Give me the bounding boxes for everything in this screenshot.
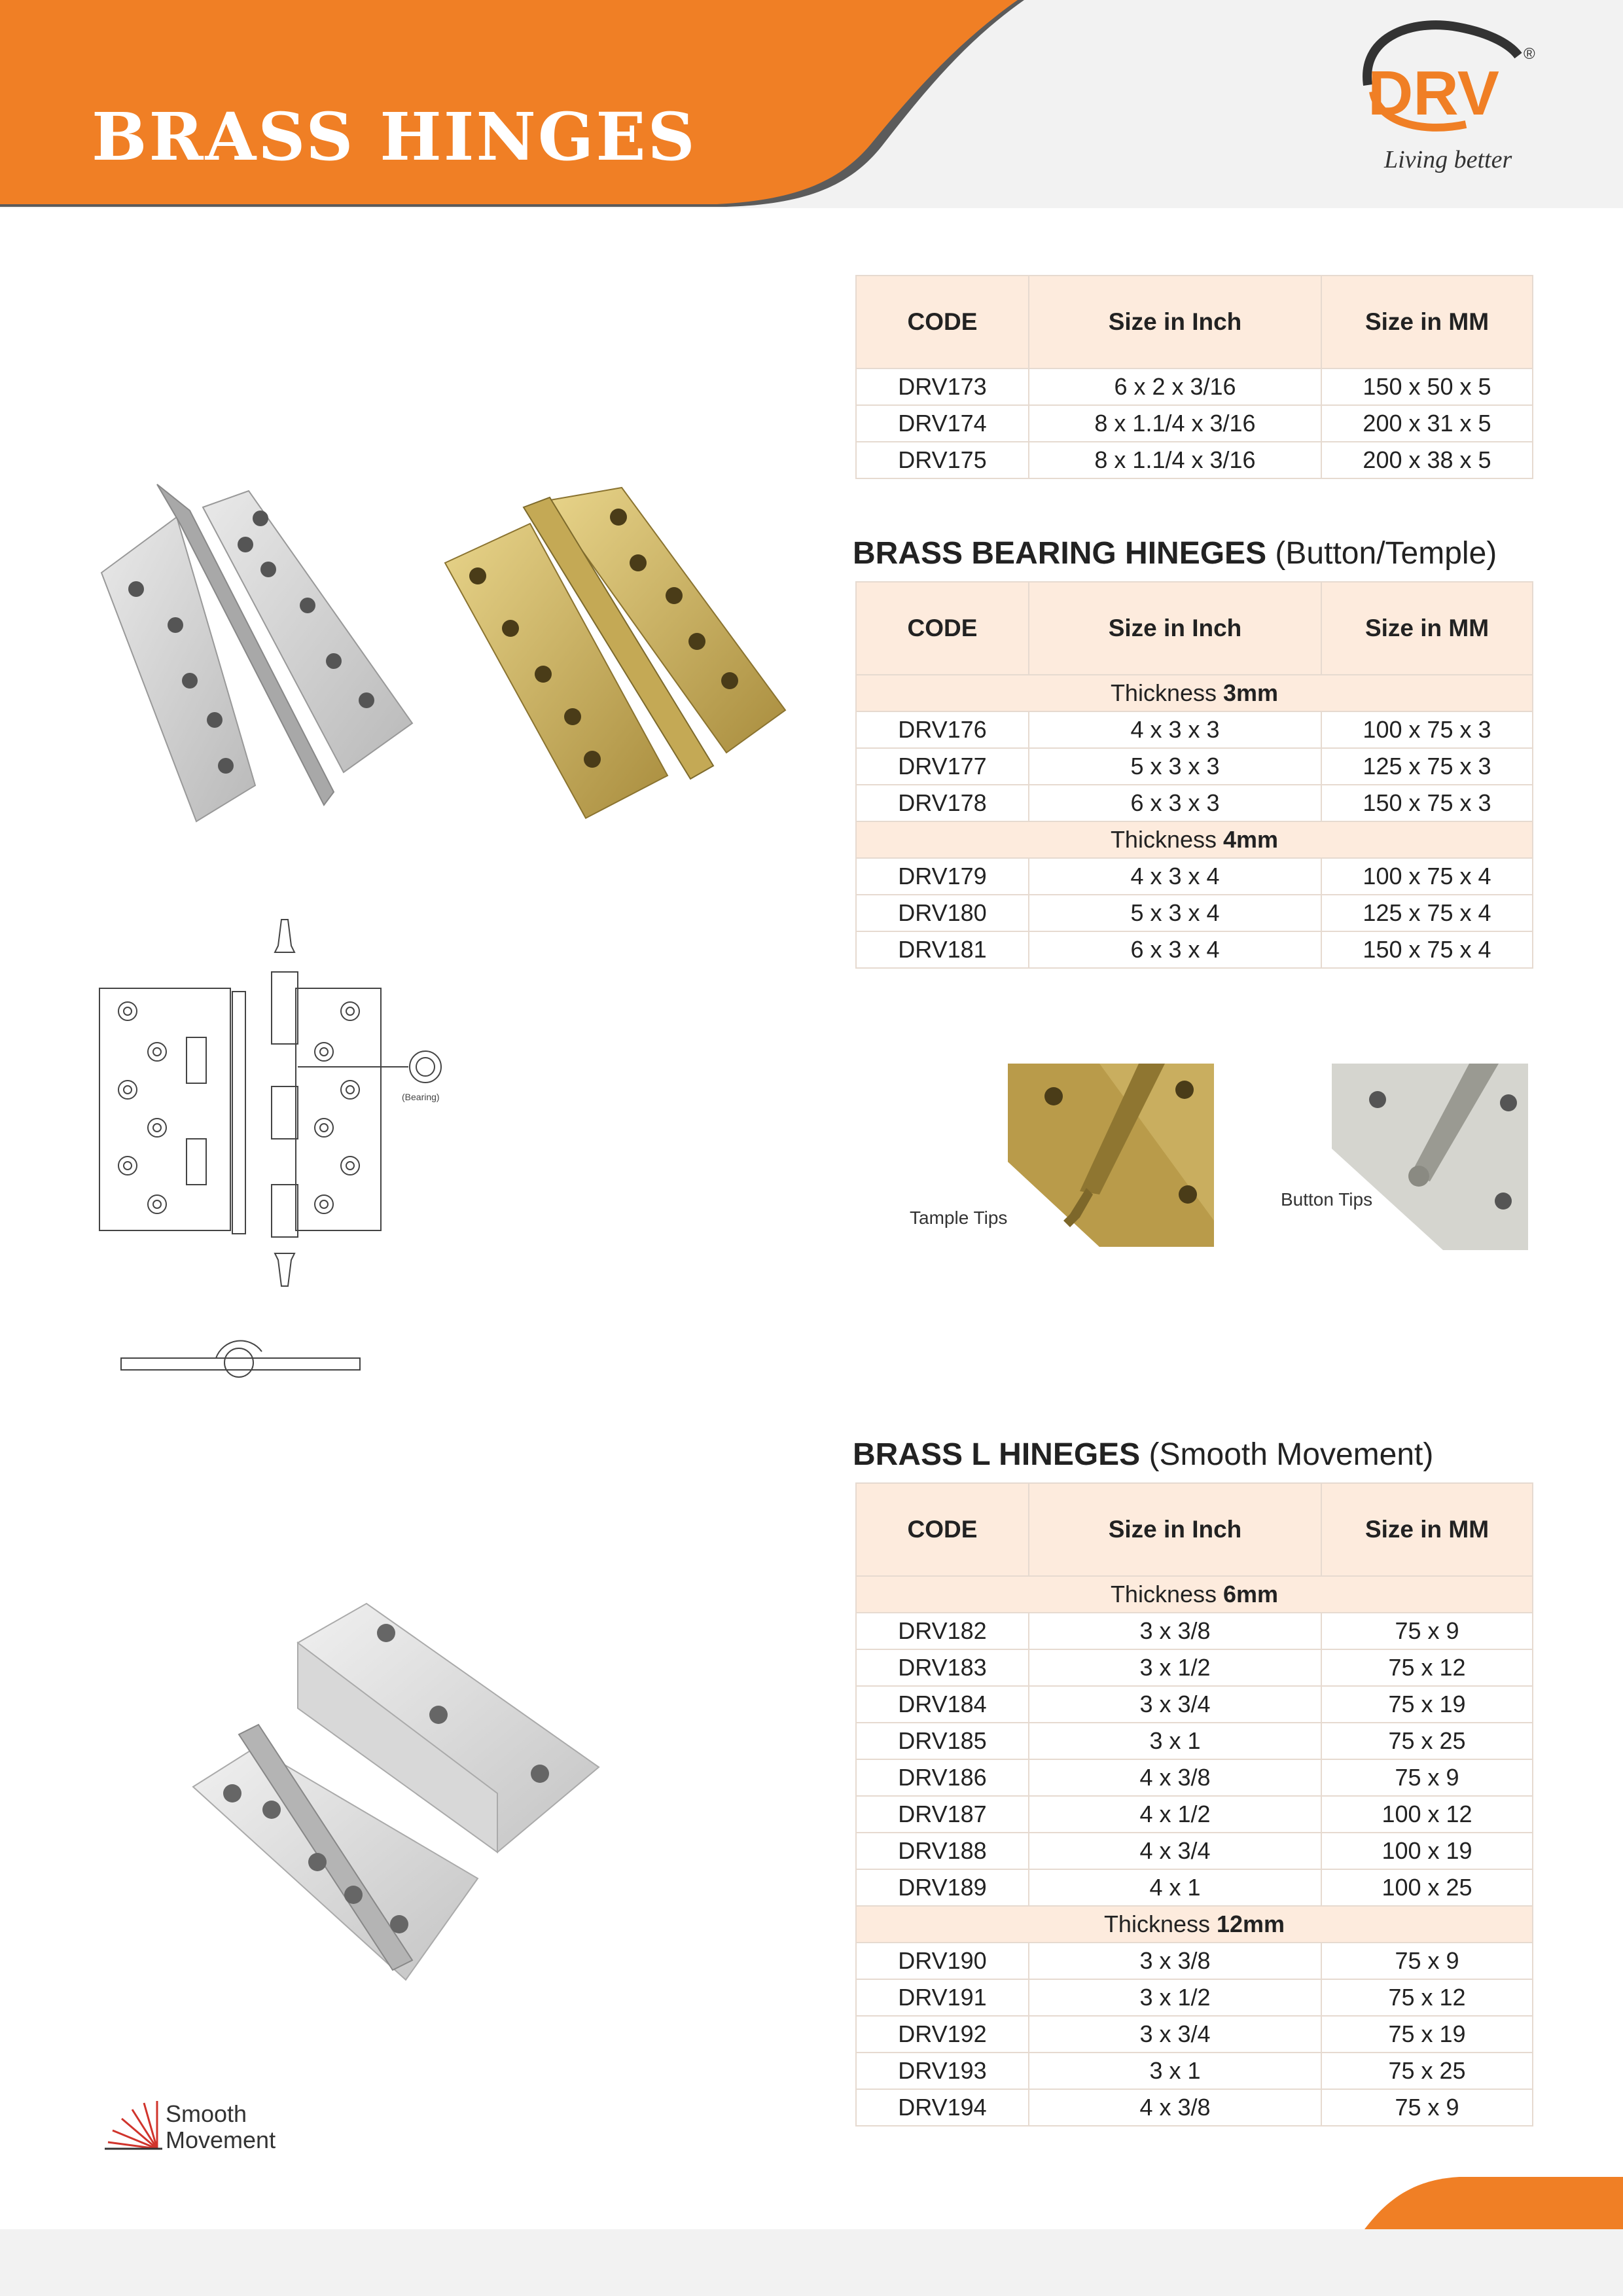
table-row: [856, 1869, 1533, 1906]
thickness-value: 6mm: [1223, 1581, 1279, 1607]
cell-size-inch: 6 x 3 x 3: [1029, 785, 1321, 821]
cell-code: DRV176: [856, 711, 1029, 748]
cell-size-inch: 4 x 1/2: [1029, 1796, 1321, 1833]
cell-code: DRV193: [856, 2053, 1029, 2089]
cell-size-mm: 100 x 12: [1321, 1796, 1533, 1833]
table-row: [856, 368, 1533, 405]
column-header-size-inch: Size in Inch: [1029, 582, 1321, 675]
cell-code: DRV175: [856, 442, 1029, 478]
spec-table-brass-hinges: [855, 275, 1533, 479]
thickness-value: 4mm: [1223, 826, 1279, 853]
cell-size-inch: 8 x 1.1/4 x 3/16: [1029, 442, 1321, 478]
cell-size-inch: 3 x 3/8: [1029, 1613, 1321, 1649]
cell-size-inch: 3 x 1: [1029, 2053, 1321, 2089]
cell-size-inch: 3 x 3/4: [1029, 2016, 1321, 2053]
cell-code: DRV190: [856, 1943, 1029, 1979]
cell-size-inch: 6 x 2 x 3/16: [1029, 368, 1321, 405]
cell-size-mm: 75 x 12: [1321, 1649, 1533, 1686]
cell-code: DRV178: [856, 785, 1029, 821]
table-row: [856, 2089, 1533, 2126]
cell-size-mm: 75 x 25: [1321, 1723, 1533, 1759]
cell-code: DRV185: [856, 1723, 1029, 1759]
table-header-row: [856, 582, 1533, 675]
thickness-band-row: [856, 1576, 1533, 1613]
table-row: [856, 1979, 1533, 2016]
column-header-code: CODE: [856, 1483, 1029, 1576]
cell-code: DRV177: [856, 748, 1029, 785]
cell-code: DRV191: [856, 1979, 1029, 2016]
smooth-movement-label: [166, 2101, 276, 2153]
silver-hinge-image: [92, 465, 432, 831]
column-header-size-inch: Size in Inch: [1029, 276, 1321, 368]
thickness-band: [856, 1576, 1533, 1613]
cell-size-inch: 6 x 3 x 4: [1029, 931, 1321, 968]
table-row: [856, 1759, 1533, 1796]
section-title-l-hinges: [853, 1437, 1433, 1473]
column-header-size-mm: Size in MM: [1321, 1483, 1533, 1576]
footer-band: [0, 2173, 1623, 2296]
cell-code: DRV181: [856, 931, 1029, 968]
cell-size-inch: 3 x 1/2: [1029, 1979, 1321, 2016]
cell-size-mm: 125 x 75 x 3: [1321, 748, 1533, 785]
spec-table-l-hinges: [855, 1482, 1533, 2126]
logo-swoosh-icon: [1355, 13, 1551, 144]
cell-size-mm: 75 x 9: [1321, 1943, 1533, 1979]
table-row: [856, 931, 1533, 968]
column-header-code: CODE: [856, 582, 1029, 675]
cell-size-inch: 8 x 1.1/4 x 3/16: [1029, 405, 1321, 442]
cell-size-mm: 200 x 38 x 5: [1321, 442, 1533, 478]
smooth-movement-icon: [105, 2098, 164, 2153]
cell-size-mm: 75 x 9: [1321, 1759, 1533, 1796]
section-title-l-rest: (Smooth Movement): [1140, 1437, 1434, 1472]
thickness-label: Thickness: [1103, 1910, 1217, 1937]
cell-size-mm: 75 x 19: [1321, 2016, 1533, 2053]
table-row: [856, 785, 1533, 821]
cell-size-mm: 100 x 19: [1321, 1833, 1533, 1869]
table-row: [856, 895, 1533, 931]
thickness-band-row: [856, 1906, 1533, 1943]
button-tips-caption: Button Tips: [1281, 1189, 1373, 1210]
cell-size-mm: 150 x 75 x 3: [1321, 785, 1533, 821]
thickness-label: Thickness: [1110, 679, 1223, 706]
thickness-band: [856, 821, 1533, 858]
cell-size-inch: 3 x 3/8: [1029, 1943, 1321, 1979]
cell-size-inch: 4 x 3/8: [1029, 1759, 1321, 1796]
cell-size-inch: 4 x 3/4: [1029, 1833, 1321, 1869]
cell-size-mm: 75 x 19: [1321, 1686, 1533, 1723]
cell-size-mm: 150 x 50 x 5: [1321, 368, 1533, 405]
temple-tips-caption: Tample Tips: [910, 1208, 1008, 1228]
brand-tagline: Living better: [1384, 146, 1512, 173]
cell-size-mm: 200 x 31 x 5: [1321, 405, 1533, 442]
table-row: [856, 1833, 1533, 1869]
cell-size-mm: 150 x 75 x 4: [1321, 931, 1533, 968]
temple-tip-image: [1008, 1064, 1214, 1247]
table-row: [856, 748, 1533, 785]
cell-size-mm: 75 x 9: [1321, 1613, 1533, 1649]
spec-table-bearing-hinges: [855, 581, 1533, 969]
table-row: [856, 2016, 1533, 2053]
thickness-label: Thickness: [1110, 1581, 1223, 1607]
table-row: [856, 1943, 1533, 1979]
cell-code: DRV189: [856, 1869, 1029, 1906]
cell-code: DRV188: [856, 1833, 1029, 1869]
thickness-band: [856, 675, 1533, 711]
bearing-label: (Bearing): [402, 1092, 440, 1102]
cell-size-mm: 75 x 25: [1321, 2053, 1533, 2089]
section-title-bearing-bold: BRASS BEARING HINEGES: [853, 536, 1267, 571]
thickness-value: 3mm: [1223, 679, 1279, 706]
brand-letter-d: DRV: [1368, 58, 1499, 128]
technical-drawing: [92, 906, 458, 1397]
column-header-size-mm: Size in MM: [1321, 276, 1533, 368]
table-header-row: [856, 276, 1533, 368]
table-row: [856, 1649, 1533, 1686]
column-header-size-inch: Size in Inch: [1029, 1483, 1321, 1576]
cell-size-inch: 4 x 1: [1029, 1869, 1321, 1906]
section-title-l-bold: BRASS L HINEGES: [853, 1437, 1141, 1472]
cell-code: DRV174: [856, 405, 1029, 442]
button-tip-image: [1332, 1064, 1528, 1250]
cell-size-inch: 4 x 3 x 3: [1029, 711, 1321, 748]
cell-code: DRV187: [856, 1796, 1029, 1833]
thickness-value: 12mm: [1217, 1910, 1285, 1937]
registered-mark: ®: [1524, 45, 1535, 63]
cell-code: DRV186: [856, 1759, 1029, 1796]
cell-size-inch: 5 x 3 x 4: [1029, 895, 1321, 931]
cell-size-mm: 100 x 75 x 3: [1321, 711, 1533, 748]
section-title-bearing: [853, 535, 1497, 571]
page-title: BRASS HINGES: [92, 98, 697, 175]
cell-size-inch: 3 x 1/2: [1029, 1649, 1321, 1686]
cell-size-mm: 100 x 75 x 4: [1321, 858, 1533, 895]
cell-size-mm: 100 x 25: [1321, 1869, 1533, 1906]
l-hinge-image: [190, 1584, 609, 1990]
column-header-size-mm: Size in MM: [1321, 582, 1533, 675]
table-row: [856, 1723, 1533, 1759]
table-row: [856, 1686, 1533, 1723]
table-row: [856, 405, 1533, 442]
table-row: [856, 711, 1533, 748]
gold-bearing-hinge-image: [438, 478, 792, 825]
cell-size-mm: 75 x 9: [1321, 2089, 1533, 2126]
cell-code: DRV183: [856, 1649, 1029, 1686]
cell-code: DRV192: [856, 2016, 1029, 2053]
thickness-band-row: [856, 821, 1533, 858]
table-row: [856, 1796, 1533, 1833]
cell-code: DRV179: [856, 858, 1029, 895]
thickness-band-row: [856, 675, 1533, 711]
column-header-code: CODE: [856, 276, 1029, 368]
cell-code: DRV184: [856, 1686, 1029, 1723]
cell-size-inch: 3 x 3/4: [1029, 1686, 1321, 1723]
cell-code: DRV194: [856, 2089, 1029, 2126]
cell-size-mm: 125 x 75 x 4: [1321, 895, 1533, 931]
thickness-band: [856, 1906, 1533, 1943]
table-row: [856, 1613, 1533, 1649]
table-row: [856, 2053, 1533, 2089]
cell-code: DRV182: [856, 1613, 1029, 1649]
cell-code: DRV180: [856, 895, 1029, 931]
cell-size-inch: 3 x 1: [1029, 1723, 1321, 1759]
thickness-label: Thickness: [1110, 826, 1223, 853]
cell-code: DRV173: [856, 368, 1029, 405]
cell-size-inch: 4 x 3 x 4: [1029, 858, 1321, 895]
smooth-line1: Smooth: [166, 2100, 247, 2127]
section-title-bearing-rest: (Button/Temple): [1266, 536, 1497, 571]
table-header-row: [856, 1483, 1533, 1576]
cell-size-mm: 75 x 12: [1321, 1979, 1533, 2016]
cell-size-inch: 4 x 3/8: [1029, 2089, 1321, 2126]
table-row: [856, 858, 1533, 895]
table-row: [856, 442, 1533, 478]
smooth-line2: Movement: [166, 2126, 276, 2153]
cell-size-inch: 5 x 3 x 3: [1029, 748, 1321, 785]
